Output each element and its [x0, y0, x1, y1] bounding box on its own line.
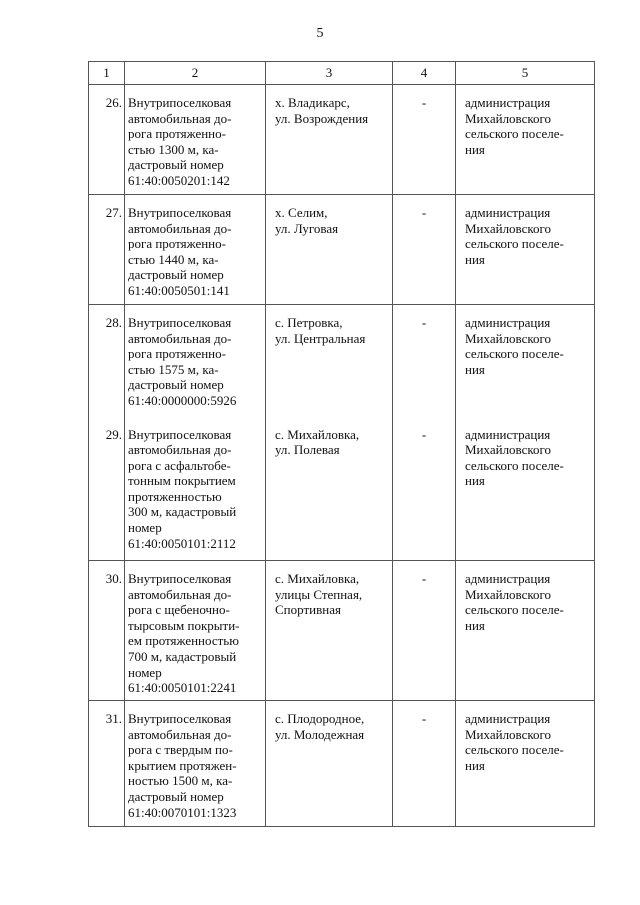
- column-4-value: -: [393, 561, 456, 701]
- road-description-line: 61:40:0070101:1323: [128, 804, 237, 820]
- road-location: [266, 305, 393, 417]
- road-location: [266, 561, 393, 701]
- road-description-line: ем протяженностью: [128, 633, 239, 649]
- table-row: [89, 561, 595, 701]
- road-description-line: номер: [128, 664, 162, 680]
- road-description: [125, 417, 266, 561]
- road-description-line: Внутрипоселковая: [128, 426, 232, 442]
- road-location-line: Спортивная: [275, 602, 341, 618]
- road-description-line: 61:40:0050101:2112: [128, 535, 236, 551]
- road-description-line: рога с твердым по-: [128, 742, 233, 758]
- owner-organization-line: администрация: [465, 95, 551, 110]
- road-description-line: 61:40:0000000:5926: [128, 392, 237, 408]
- owner-organization-line: сельского поселе-: [465, 126, 564, 142]
- owner-organization-line: Михайловского: [465, 110, 552, 126]
- road-description-line: стью 1440 м, ка-: [128, 251, 219, 267]
- owner-organization-line: ния: [465, 473, 485, 489]
- road-description-line: Внутрипоселковая: [128, 205, 232, 220]
- column-4-value: -: [393, 417, 456, 561]
- row-number: 26.: [89, 85, 125, 195]
- table-row: [89, 417, 595, 561]
- owner-organization-line: Михайловского: [465, 442, 552, 458]
- road-location-line: х. Селим,: [275, 205, 328, 220]
- road-description-line: автомобильная до-: [128, 586, 232, 602]
- road-location: [266, 701, 393, 827]
- road-description-line: Внутрипоселковая: [128, 711, 232, 726]
- owner-organization: [456, 85, 595, 195]
- owner-organization-line: ния: [465, 757, 485, 773]
- table-row: [89, 305, 595, 417]
- road-description-line: Внутрипоселковая: [128, 95, 232, 110]
- row-number: 30.: [89, 561, 125, 701]
- owner-organization-line: ния: [465, 361, 485, 377]
- owner-organization-line: администрация: [465, 426, 551, 442]
- road-description: [125, 561, 266, 701]
- table-row: [89, 85, 595, 195]
- road-description-line: 61:40:0050101:2241: [128, 680, 237, 696]
- owner-organization: [456, 305, 595, 417]
- table-row: [89, 701, 595, 827]
- owner-organization-line: администрация: [465, 711, 551, 726]
- road-location-line: ул. Полевая: [275, 442, 340, 458]
- road-description-line: рога протяженно-: [128, 346, 226, 362]
- owner-organization-line: сельского поселе-: [465, 742, 564, 758]
- road-description-line: 300 м, кадастровый: [128, 504, 237, 520]
- road-description-line: тонным покрытием: [128, 473, 236, 489]
- column-4-value: -: [393, 195, 456, 305]
- column-header-2: 2: [125, 62, 266, 85]
- road-description: [125, 195, 266, 305]
- owner-organization-line: ния: [465, 617, 485, 633]
- road-location-line: с. Михайловка,: [275, 426, 360, 442]
- road-description-line: Внутрипоселковая: [128, 571, 232, 586]
- road-description-line: 61:40:0050201:142: [128, 172, 230, 188]
- road-description-line: крытием протяжен-: [128, 757, 237, 773]
- road-description-line: рога протяженно-: [128, 126, 226, 142]
- road-description: [125, 305, 266, 417]
- road-location-line: с. Петровка,: [275, 315, 343, 330]
- column-4-value: -: [393, 305, 456, 417]
- owner-organization-line: сельского поселе-: [465, 236, 564, 252]
- road-description-line: автомобильная до-: [128, 442, 232, 458]
- column-header-5: 5: [456, 62, 595, 85]
- road-description-line: рога с асфальтобе-: [128, 457, 231, 473]
- column-4-value: -: [393, 85, 456, 195]
- road-description-line: 61:40:0050501:141: [128, 282, 230, 298]
- road-description-line: ностью 1500 м, ка-: [128, 773, 233, 789]
- road-location-line: ул. Центральная: [275, 330, 366, 346]
- road-description-line: рога протяженно-: [128, 236, 226, 252]
- page-number: 5: [316, 26, 324, 41]
- road-description-line: дастровый номер: [128, 267, 224, 283]
- road-description: [125, 701, 266, 827]
- row-number: 29.: [89, 417, 125, 561]
- road-location-line: ул. Луговая: [275, 220, 339, 236]
- road-description-line: номер: [128, 520, 162, 536]
- owner-organization-line: сельского поселе-: [465, 602, 564, 618]
- road-location-line: х. Владикарс,: [275, 95, 350, 110]
- row-number: 28.: [89, 305, 125, 417]
- column-4-value: -: [393, 701, 456, 827]
- road-description-line: стью 1300 м, ка-: [128, 141, 219, 157]
- road-location: [266, 417, 393, 561]
- owner-organization: [456, 195, 595, 305]
- roads-registry-table: [88, 61, 595, 827]
- owner-organization-line: сельского поселе-: [465, 346, 564, 362]
- column-header-4: 4: [393, 62, 456, 85]
- road-description-line: рога с щебеночно-: [128, 602, 230, 618]
- road-description-line: 700 м, кадастровый: [128, 648, 237, 664]
- table-row: [89, 195, 595, 305]
- road-description-line: автомобильная до-: [128, 330, 232, 346]
- road-location: [266, 85, 393, 195]
- road-location-line: ул. Возрождения: [275, 110, 369, 126]
- column-header-1: 1: [89, 62, 125, 85]
- road-location-line: ул. Молодежная: [275, 726, 365, 742]
- owner-organization-line: администрация: [465, 571, 551, 586]
- road-description-line: автомобильная до-: [128, 726, 232, 742]
- road-location-line: с. Михайловка,: [275, 571, 360, 586]
- owner-organization-line: ния: [465, 251, 485, 267]
- road-description-line: протяженностью: [128, 488, 222, 504]
- road-location-line: улицы Степная,: [275, 586, 363, 602]
- road-description-line: тырсовым покрыти-: [128, 617, 240, 633]
- road-description: [125, 85, 266, 195]
- owner-organization: [456, 561, 595, 701]
- owner-organization-line: Михайловского: [465, 330, 552, 346]
- owner-organization-line: администрация: [465, 315, 551, 330]
- owner-organization-line: Михайловского: [465, 220, 552, 236]
- table-header-row: [89, 62, 595, 85]
- column-header-3: 3: [266, 62, 393, 85]
- row-number: 31.: [89, 701, 125, 827]
- road-description-line: стью 1575 м, ка-: [128, 361, 219, 377]
- owner-organization-line: сельского поселе-: [465, 457, 564, 473]
- road-description-line: Внутрипоселковая: [128, 315, 232, 330]
- owner-organization: [456, 417, 595, 561]
- road-description-line: дастровый номер: [128, 788, 224, 804]
- road-description-line: дастровый номер: [128, 377, 224, 393]
- road-description-line: автомобильная до-: [128, 110, 232, 126]
- row-number: 27.: [89, 195, 125, 305]
- owner-organization: [456, 701, 595, 827]
- owner-organization-line: Михайловского: [465, 586, 552, 602]
- road-location: [266, 195, 393, 305]
- road-location-line: с. Плодородное,: [275, 711, 365, 726]
- owner-organization-line: ния: [465, 141, 485, 157]
- road-description-line: дастровый номер: [128, 157, 224, 173]
- owner-organization-line: Михайловского: [465, 726, 552, 742]
- owner-organization-line: администрация: [465, 205, 551, 220]
- road-description-line: автомобильная до-: [128, 220, 232, 236]
